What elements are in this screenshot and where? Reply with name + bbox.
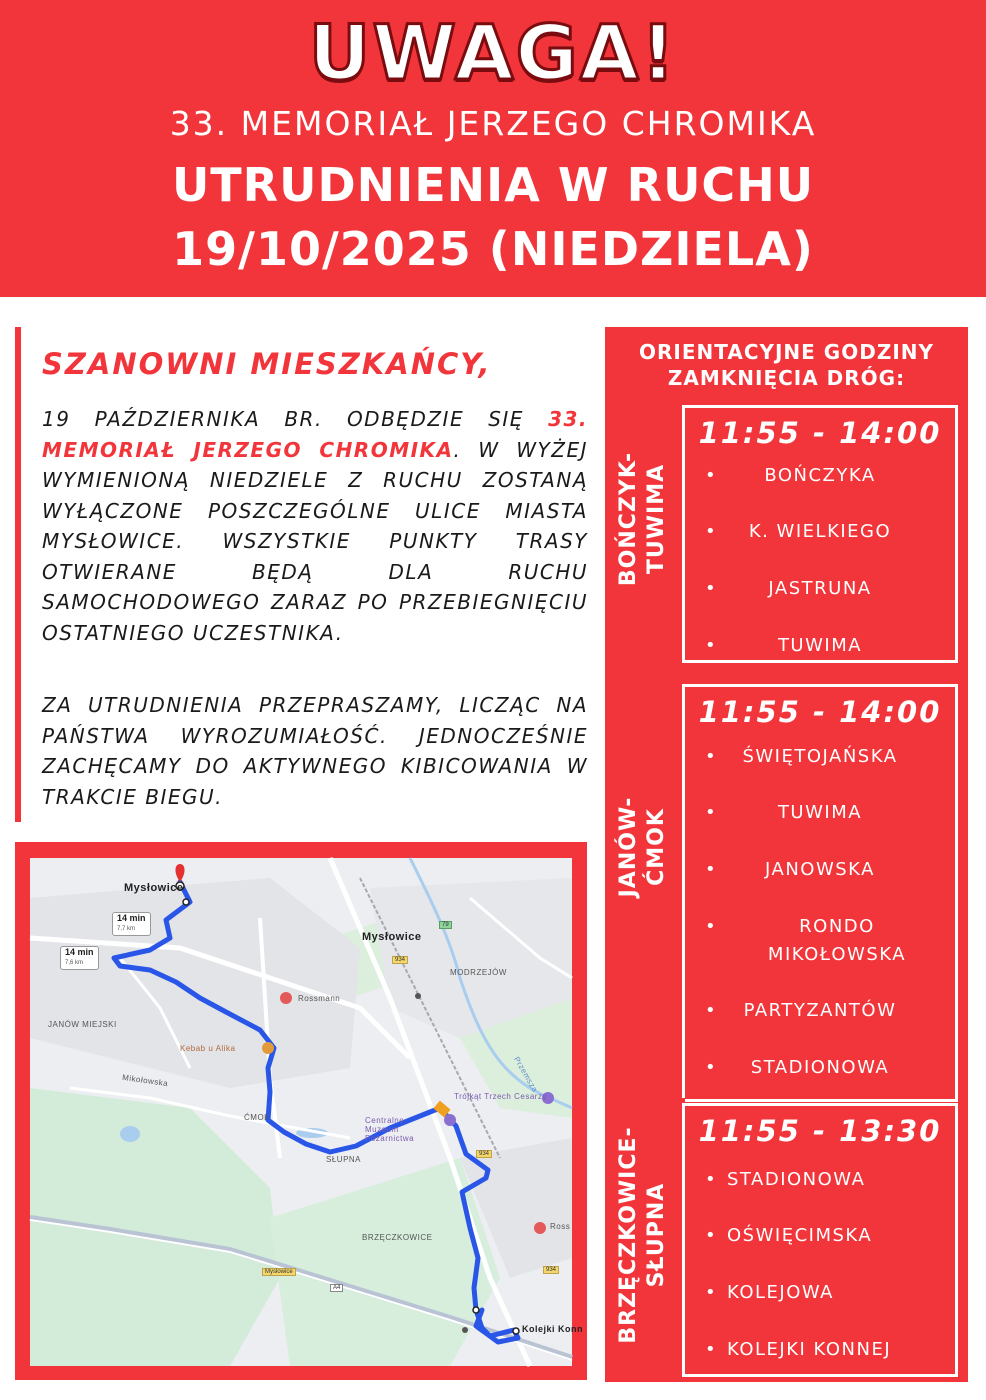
apology-paragraph: ZA UTRUDNIENIA PRZEPRASZAMY, LICZĄC NA PAŃSTWA WYROZUMIAŁOŚĆ. JEDNOCZEŚNIE ZACHĘCAMY DO AKTYWNEGO KIBICOWANIA W TRAKCIE BIEGU. (42, 693, 588, 809)
event-subtitle: 33. MEMORIAŁ JERZEGO CHROMIKA (169, 104, 817, 143)
street-item: • TUWIMA (685, 799, 955, 827)
map-label-mikolowska: Mikołowska (121, 1072, 169, 1089)
map-label-muzeum: Centralne Muzeum Pożarnictwa (365, 1116, 415, 1143)
map-label-rossmann: Rossmann (298, 994, 341, 1003)
header-banner (0, 0, 986, 297)
road-badge-myslowice: Mysłowice (262, 1268, 296, 1276)
street-item: • KOLEJKI KONNEJ (685, 1336, 955, 1364)
section-label-janow-cmok (615, 717, 671, 977)
road-badge-79: 79 (439, 921, 452, 929)
street-item: • RONDO MIKOŁOWSKA (685, 913, 955, 969)
map-label-cmok: ĆMOK (244, 1113, 270, 1122)
closure-hours-panel (605, 327, 968, 1382)
map-label-przemsza: Przemsza (511, 1055, 540, 1094)
section-label-bonczyk-tuwima (615, 409, 671, 629)
street-item: • PARTYZANTÓW (685, 997, 955, 1025)
road-badge-934b: 934 (476, 1150, 492, 1158)
street-item: • STADIONOWA (685, 1054, 955, 1082)
road-badge-a4: A4 (330, 1284, 343, 1292)
section-label-1-line2: TUWIMA (644, 463, 669, 575)
panel-title: ORIENTACYJNE GODZINY ZAMKNIĘCIA DRÓG: (639, 340, 934, 390)
intro-text-a: 19 PAŹDZIERNIKA BR. ODBĘDZIE SIĘ (42, 407, 549, 431)
section-1-time: 11:55 - 14:00 (698, 416, 942, 450)
section-brzeczkowice-slupna (685, 1103, 958, 1377)
street-item: • JASTRUNA (685, 575, 955, 603)
section-label-brzeczkowice-slupna (615, 1105, 671, 1365)
section-label-2-line1: JANÓW- (616, 796, 641, 898)
section-2-time: 11:55 - 14:00 (698, 695, 942, 729)
route-time-1: 14 min (117, 913, 146, 923)
street-item: • JANOWSKA (685, 856, 955, 884)
map-label-trojkat: Trójkąt Trzech Cesarzy (454, 1092, 547, 1101)
event-name-highlight: 33. MEMORIAŁ JERZEGO CHROMIKA (42, 407, 588, 462)
map-label-slupna: SŁUPNA (326, 1155, 362, 1164)
section-label-3-line2: SŁUPNA (644, 1182, 669, 1288)
route-time-box-1[interactable] (112, 912, 151, 936)
main-title: UTRUDNIENIA W RUCHU (171, 158, 815, 212)
route-dist-1: 7,7 km (117, 926, 136, 932)
map-label-myslowice: Mysłowice (362, 931, 422, 943)
map-label-brzeczkowice: BRZĘCZKOWICE (362, 1233, 433, 1242)
map-label-kolejki: Kolejki Konn (522, 1324, 584, 1334)
warning-title: UWAGA! (308, 8, 678, 97)
section-label-3-line1: BRZĘCZKOWICE- (616, 1126, 641, 1344)
map-label-modrzejow: MODRZEJÓW (450, 968, 507, 977)
street-item: • K. WIELKIEGO (685, 518, 955, 546)
street-item: • ŚWIĘTOJAŃSKA (685, 743, 955, 771)
section-3-time: 11:55 - 13:30 (698, 1114, 942, 1148)
section-bonczyk-tuwima (685, 405, 958, 663)
street-item: • TUWIMA (685, 632, 955, 660)
map-label-janow: JANÓW MIEJSKI (48, 1020, 117, 1029)
accent-bar (15, 327, 21, 822)
street-item: • STADIONOWA (685, 1166, 955, 1194)
road-badge-934c: 934 (543, 1266, 559, 1274)
route-time-2: 14 min (65, 947, 94, 957)
street-item: • KOLEJOWA (685, 1279, 955, 1307)
road-badge-934: 934 (392, 956, 408, 964)
intro-text-b: . W WYŻEJ WYMIENIONĄ NIEDZIELE Z RUCHU ZOSTANĄ WYŁĄCZONE POSZCZEGÓLNE ULICE MIASTA MYSŁOWICE. WSZYSTKIE PUNKTY TRASY OTWIERANE BĘDĄ DLA RUCHU SAMOCHODOWEGO ZARAZ PO PRZEBIEGNIĘCIU OSTATNIEGO UCZESTNIKA. (42, 437, 588, 645)
section-janow-cmok (685, 684, 958, 1102)
route-time-box-2[interactable] (60, 946, 99, 970)
section-label-2-line2: ĆMOK (644, 808, 669, 886)
map-label-rossmann-2: Ross (550, 1222, 571, 1231)
section-label-1-line1: BOŃCZYK- (616, 451, 641, 587)
route-dist-2: 7,6 km (65, 960, 84, 966)
greeting: SZANOWNI MIESZKAŃCY, (42, 347, 492, 381)
map-label-kebab: Kebab u Alika (180, 1044, 236, 1053)
date-title: 19/10/2025 (NIEDZIELA) (172, 222, 814, 276)
map-label-myslowice-pin: Mysłowice (124, 882, 184, 894)
route-map (30, 858, 584, 1366)
street-item: • BOŃCZYKA (685, 462, 955, 490)
street-item: • OŚWIĘCIMSKA (685, 1222, 955, 1250)
intro-paragraph (42, 404, 588, 648)
